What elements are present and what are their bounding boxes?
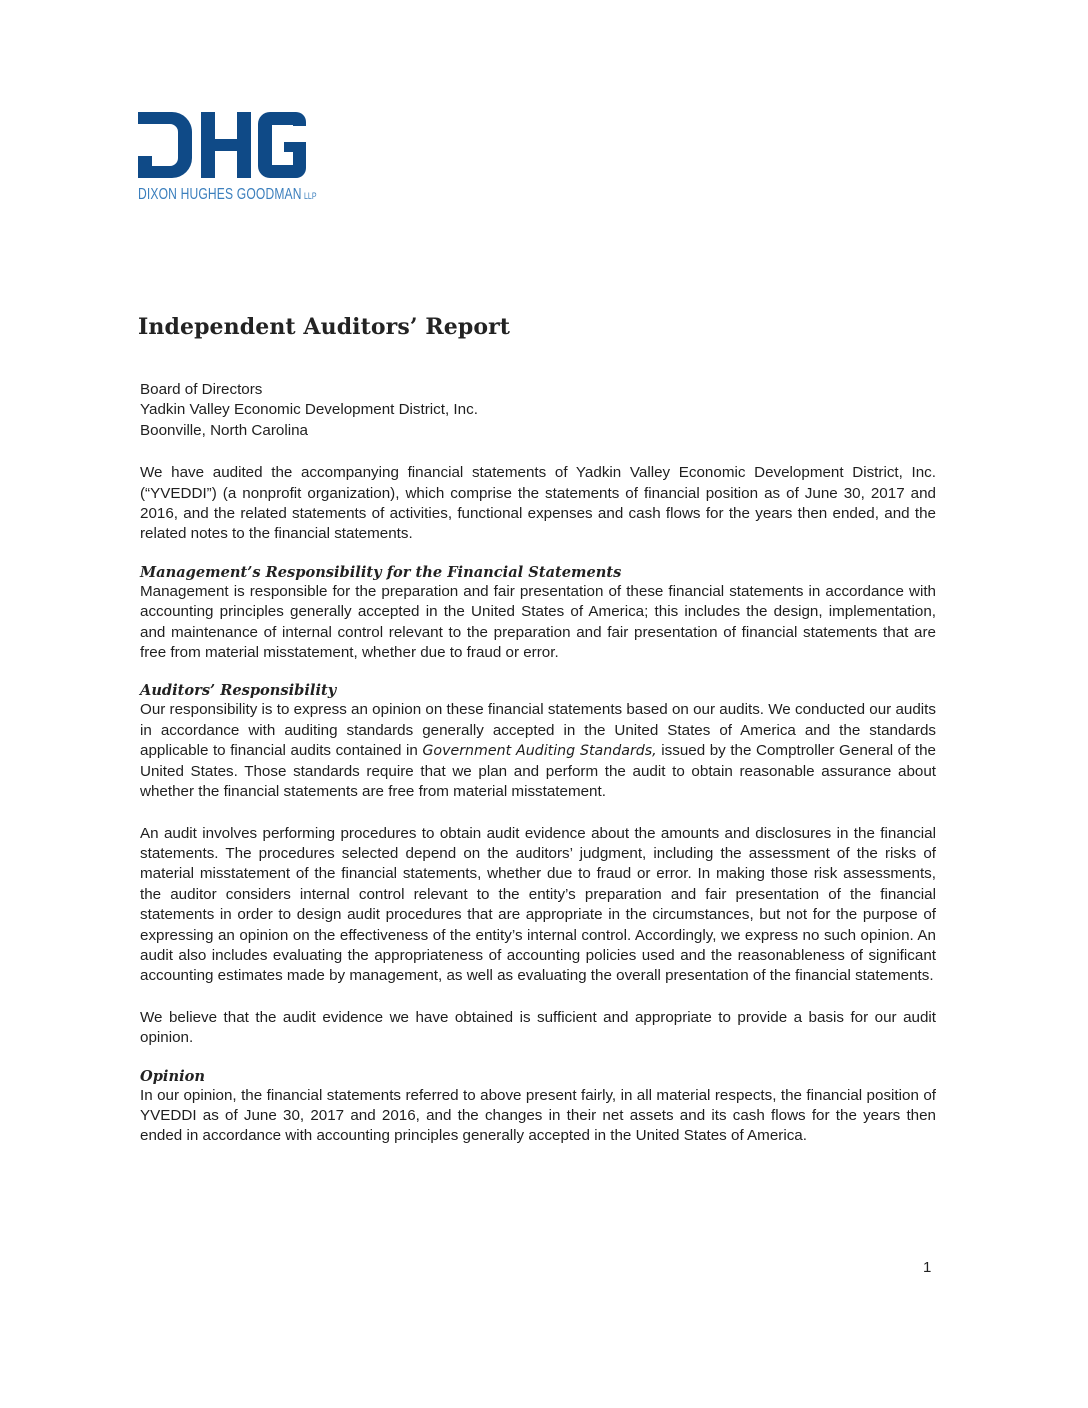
firm-suffix: LLP: [304, 191, 317, 201]
addressee-line: Yadkin Valley Economic Development District, Inc.: [140, 401, 478, 419]
addressee-line: Boonville, North Carolina: [140, 421, 308, 439]
report-body: [140, 380, 936, 1147]
auditors-paragraph-3: We believe that the audit evidence we have obtained is sufficient and appropriate to provide a basis for our audit opinion.: [140, 1008, 936, 1047]
dhg-logo: [138, 112, 338, 212]
intro-paragraph: We have audited the accompanying financial statements of Yadkin Valley Economic Development District, Inc. (“YVEDDI”) (a nonprofit organization), which comprise the statements of financial position as of June 30, 2017 and 2016, and the related statements of activities, functional expenses and cash flows for the years then ended, and the related notes to the financial statements.: [140, 464, 936, 543]
firm-name-text: DIXON HUGHES GOODMAN: [138, 186, 302, 203]
addressee-line: Board of Directors: [140, 381, 263, 398]
report-title: Independent Auditors’ Report: [138, 314, 511, 340]
auditors-paragraph-2: An audit involves performing procedures to obtain audit evidence about the amounts and disclosures in the financial statements. The procedures selected depend on the auditors’ judgment, including the assessment of the risks of material misstatement of the financial statements, whether due to fraud or error. In making those risk assessments, the auditor considers internal control relevant to the entity’s preparation and fair presentation of the financial statements in order to design audit procedures that are appropriate in the circumstances, but not for the purpose of expressing an opinion on the effectiveness of the entity’s internal control. Accordingly, we express no such opinion. An audit also includes evaluating the appropriateness of accounting policies used and the reasonableness of significant accounting estimates made by management, as well as evaluating the overall presentation of the financial statements.: [140, 824, 936, 985]
opinion-heading: Opinion: [140, 1067, 205, 1085]
management-heading: Management’s Responsibility for the Financial Statements: [140, 563, 622, 581]
firm-name: [138, 186, 316, 204]
addressee-block: [140, 380, 936, 441]
auditors-p1-text: Our responsibility is to express an opinion on these financial statements based on our audits. We conducted our audits in accordance with auditing standards generally accepted in the United States of America and the standards applicable to financial audits contained in: [140, 701, 936, 760]
auditors-p1-text-end: issued by the Comptroller General of the United States. Those standards require that we plan and perform the audit to obtain reasonable assurance about whether the financial statements are free from material misstatement.: [140, 742, 936, 801]
dhg-logo-mark: [138, 112, 308, 178]
opinion-paragraph: In our opinion, the financial statements referred to above present fairly, in all material respects, the financial position of YVEDDI as of June 30, 2017 and 2016, and the changes in their net assets and its cash flows for the years then ended in accordance with accounting principles generally accepted in the United States of America.: [140, 1086, 936, 1145]
page-number: 1: [923, 1259, 932, 1276]
management-paragraph: Management is responsible for the preparation and fair presentation of these financial statements in accordance with accounting principles generally accepted in the United States of America; this includes the design, implementation, and maintenance of internal control relevant to the preparation and fair presentation of financial statements that are free from material misstatement, whether due to fraud or error.: [140, 582, 936, 662]
auditors-heading: Auditors’ Responsibility: [140, 682, 337, 700]
standards-title: Government Auditing Standards,: [422, 743, 657, 760]
auditors-paragraph-1: [140, 700, 936, 802]
